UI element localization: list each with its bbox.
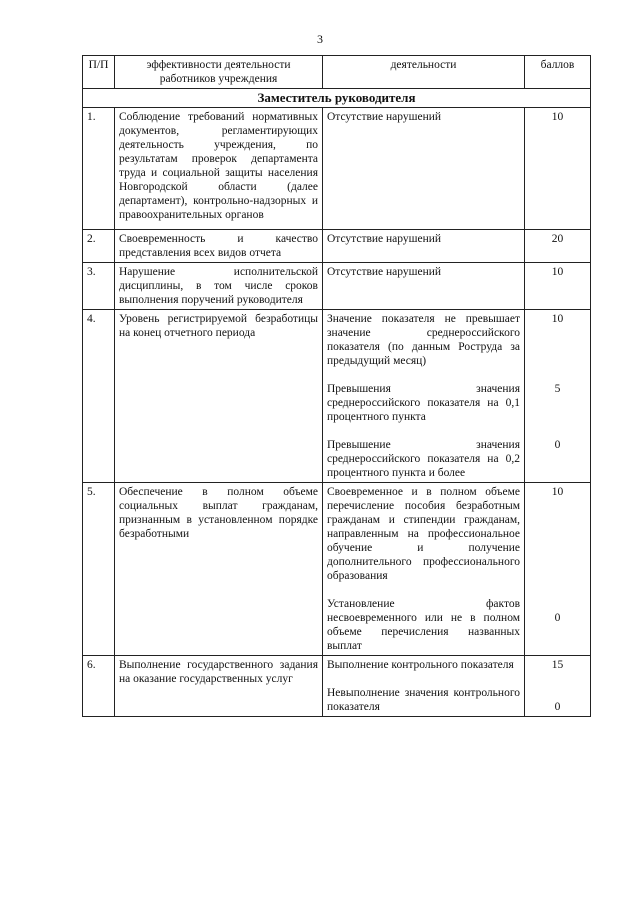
row-indicator: Отсутствие нарушений (327, 111, 442, 123)
row-score-cell (525, 310, 591, 483)
row-indicator-cell (323, 310, 525, 483)
row-score: 10 (551, 313, 564, 325)
row-indicator: Выполнение контрольного показателя (327, 659, 514, 671)
page-number: 3 (317, 32, 323, 46)
row-score: 5 (554, 383, 561, 395)
row-indicator-cell (323, 108, 525, 230)
row-score: 20 (551, 233, 564, 245)
table-row (83, 230, 591, 263)
row-number: 6. (83, 656, 115, 717)
row-indicator: Невыполнение значения контрольного показателя (327, 687, 520, 713)
table-header-row (83, 56, 591, 89)
row-score: 0 (554, 439, 561, 451)
row-score: 0 (554, 612, 561, 624)
row-score: 10 (551, 266, 564, 278)
row-indicator-cell (323, 656, 525, 717)
row-score: 10 (551, 486, 564, 498)
row-criterion: Соблюдение требований нормативных документов, регламентирующих деятельность учреждения, по результатам проверок департамента труда и социальной защиты населения Новгородской области (далее департамент), контрольно-надзорных и правоохранительных органов (115, 108, 323, 230)
table-row (83, 108, 591, 230)
row-indicator: Отсутствие нарушений (327, 266, 442, 278)
header-score: баллов (525, 56, 591, 89)
row-score: 0 (554, 701, 561, 713)
header-num: П/П (83, 56, 115, 89)
row-criterion: Выполнение государственного задания на оказание государственных услуг (115, 656, 323, 717)
table-row (83, 483, 591, 656)
header-indicator: деятельности (323, 56, 525, 89)
table-row (83, 656, 591, 717)
row-score-cell (525, 263, 591, 310)
row-indicator: Отсутствие нарушений (327, 233, 442, 245)
row-indicator: Превышения значения среднероссийского показателя на 0,1 процентного пункта (327, 383, 520, 423)
row-score-cell (525, 656, 591, 717)
row-score-cell (525, 483, 591, 656)
section-title: Заместитель руководителя (83, 89, 591, 108)
table-row (83, 263, 591, 310)
row-criterion: Нарушение исполнительской дисциплины, в том числе сроков выполнения поручений руководителя (115, 263, 323, 310)
row-indicator-cell (323, 263, 525, 310)
section-row (83, 89, 591, 108)
row-indicator: Значение показателя не превышает значение среднероссийского показателя (по данным Роструда за предыдущий месяц) (327, 313, 520, 367)
row-number: 3. (83, 263, 115, 310)
row-score-cell (525, 230, 591, 263)
row-score-cell (525, 108, 591, 230)
row-score: 10 (551, 111, 564, 123)
header-criterion: эффективности деятельности работников учреждения (115, 56, 323, 89)
row-criterion: Своевременность и качество представления всех видов отчета (115, 230, 323, 263)
row-score: 15 (551, 659, 564, 671)
row-criterion: Уровень регистрируемой безработицы на конец отчетного периода (115, 310, 323, 483)
criteria-table (82, 55, 591, 717)
row-indicator-cell (323, 230, 525, 263)
row-criterion: Обеспечение в полном объеме социальных выплат гражданам, признанным в установленном порядке безработными (115, 483, 323, 656)
row-number: 5. (83, 483, 115, 656)
row-indicator: Своевременное и в полном объеме перечисление пособия безработным гражданам и стипендии гражданам, направленным на профессиональное обучение и получение дополнительного профессионального образования (327, 486, 520, 582)
row-indicator: Превышение значения среднероссийского показателя на 0,2 процентного пункта и более (327, 439, 520, 479)
table-row (83, 310, 591, 483)
row-indicator-cell (323, 483, 525, 656)
row-number: 1. (83, 108, 115, 230)
row-number: 2. (83, 230, 115, 263)
row-number: 4. (83, 310, 115, 483)
row-indicator: Установление фактов несвоевременного или не в полном объеме перечисления названных выплат (327, 598, 520, 652)
